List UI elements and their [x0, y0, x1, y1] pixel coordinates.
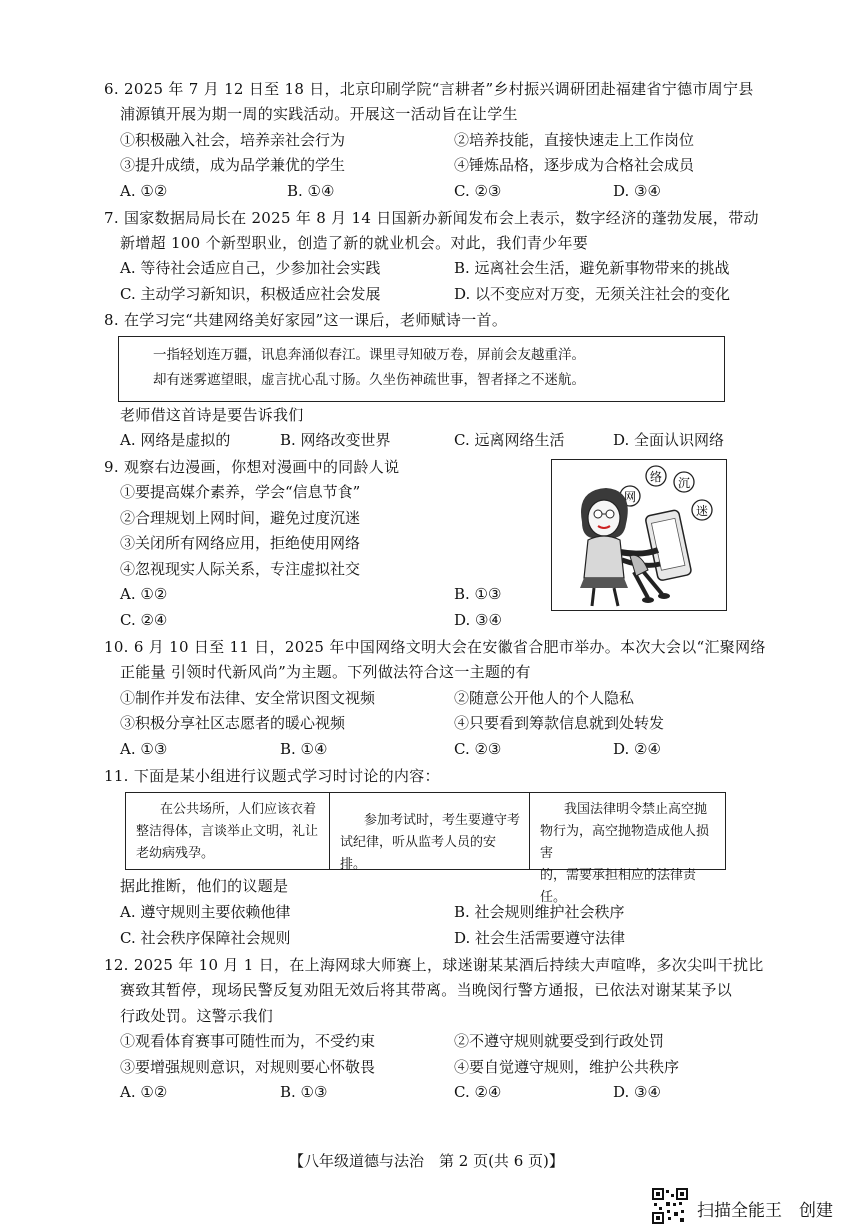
q6-statement-2: ②培养技能，直接快速走上工作岗位 — [454, 131, 695, 149]
q9-option-d: D. ③④ — [454, 611, 502, 629]
q7-stem-line1: 7. 国家数据局局长在 2025 年 8 月 14 日国新办新闻发布会上表示，数字经济的蓬勃发展，带动 — [104, 209, 759, 227]
q12-option-a: A. ①② — [120, 1083, 168, 1101]
q12-option-d: D. ③④ — [613, 1083, 661, 1101]
q10-statement-3: ③积极分享社区志愿者的暖心视频 — [120, 714, 346, 732]
qr-code-icon — [652, 1188, 688, 1224]
q12-stem-line1: 12. 2025 年 10 月 1 日，在上海网球大师赛上，球迷谢某某酒后持续大声喧哗，多次尖叫干扰比 — [104, 956, 764, 974]
cell2-line1: 参加考试时，考生要遵守考 — [364, 813, 521, 828]
q8-option-a: A. 网络是虚拟的 — [120, 431, 231, 449]
bubble-char-1: 络 — [649, 470, 663, 484]
q9-option-a: A. ①② — [120, 585, 168, 603]
q11-option-c: C. 社会秩序保障社会规则 — [120, 929, 291, 947]
q10-option-a: A. ①③ — [120, 740, 168, 758]
q9-option-b: B. ①③ — [454, 585, 502, 603]
q6-stem-line2: 浦源镇开展为期一周的实践活动。开展这一活动旨在让学生 — [120, 105, 518, 123]
q8-option-c: C. 远离网络生活 — [454, 431, 565, 449]
q6-option-a: A. ①② — [120, 182, 168, 200]
q7-option-b: B. 远离社会生活，避免新事物带来的挑战 — [454, 259, 730, 277]
q9-statement-1: ①要提高媒介素养，学会“信息节食” — [120, 483, 361, 501]
q9-statement-2: ②合理规划上网时间，避免过度沉迷 — [120, 509, 361, 527]
q12-statement-3: ③要增强规则意识，对规则要心怀敬畏 — [120, 1058, 376, 1076]
q10-statement-4: ④只要看到筹款信息就到处转发 — [454, 714, 665, 732]
cartoon-internet-addiction — [551, 459, 727, 611]
q10-option-d: D. ②④ — [613, 740, 661, 758]
q8-stem-line2: 老师借这首诗是要告诉我们 — [120, 406, 304, 424]
q10-option-b: B. ①④ — [280, 740, 328, 758]
cell3-line1: 我国法律明令禁止高空抛 — [564, 802, 708, 817]
q11-stem-line2: 据此推断，他们的议题是 — [120, 877, 289, 895]
discussion-cell-3 — [530, 793, 725, 905]
q12-option-b: B. ①③ — [280, 1083, 328, 1101]
poem-line-1: 一指轻划连万疆，讯息奔涌似春江。课里寻知破万卷，屏前会友越重洋。 — [153, 347, 585, 363]
q11-stem-line1: 11. 下面是某小组进行议题式学习时讨论的内容： — [104, 767, 440, 785]
q12-option-c: C. ②④ — [454, 1083, 502, 1101]
q8-option-d: D. 全面认识网络 — [613, 431, 725, 449]
cell3-line3: 的，需要承担相应的法律责任。 — [540, 868, 697, 905]
q11-option-a: A. 遵守规则主要依赖他律 — [120, 903, 291, 921]
scanner-watermark: 扫描全能王 创建 — [697, 1201, 833, 1221]
q6-option-c: C. ②③ — [454, 182, 502, 200]
q9-stem-line1: 9. 观察右边漫画，你想对漫画中的同龄人说 — [104, 458, 400, 476]
bubble-char-0: 网 — [623, 490, 637, 504]
cell2-line2: 试纪律，听从监考人员的安排。 — [340, 835, 497, 872]
q9-statement-3: ③关闭所有网络应用，拒绝使用网络 — [120, 534, 361, 552]
poem-line-2: 却有迷雾遮望眼，虚言扰心乱寸肠。久坐伤神疏世事，智者择之不迷航。 — [153, 372, 585, 388]
q6-option-d: D. ③④ — [613, 182, 661, 200]
q12-stem-line3: 行政处罚。这警示我们 — [120, 1007, 274, 1025]
cell1-line3: 老幼病残孕。 — [136, 846, 215, 861]
q6-stem-line1: 6. 2025 年 7 月 12 日至 18 日，北京印刷学院“言耕者”乡村振兴调研团赴福建省宁德市周宁县 — [104, 80, 754, 98]
discussion-cell-2 — [330, 793, 530, 872]
q7-option-c: C. 主动学习新知识，积极适应社会发展 — [120, 285, 381, 303]
q11-option-d: D. 社会生活需要遵守法律 — [454, 929, 626, 947]
q11-option-b: B. 社会规则维护社会秩序 — [454, 903, 625, 921]
q6-statement-3: ③提升成绩，成为品学兼优的学生 — [120, 156, 346, 174]
phone-icon — [645, 509, 692, 581]
cartoon-drawing — [552, 460, 727, 611]
q6-option-b: B. ①④ — [287, 182, 335, 200]
q12-statement-4: ④要自觉遵守规则，维护公共秩序 — [454, 1058, 680, 1076]
poem-box — [118, 336, 725, 402]
q9-statement-4: ④忽视现实人际关系，专注虚拟社交 — [120, 560, 361, 578]
cell3-line2: 物行为，高空抛物造成他人损害 — [540, 824, 710, 861]
q9-option-c: C. ②④ — [120, 611, 168, 629]
q8-option-b: B. 网络改变世界 — [280, 431, 391, 449]
q10-statement-2: ②随意公开他人的个人隐私 — [454, 689, 635, 707]
q12-stem-line2: 赛致其暂停，现场民警反复劝阻无效后将其带离。当晚闵行警方通报，已依法对谢某某予以 — [120, 981, 733, 999]
cell1-line2: 整洁得体，言谈举止文明，礼让 — [136, 824, 319, 839]
bubble-char-3: 迷 — [695, 504, 709, 518]
q10-statement-1: ①制作并发布法律、安全常识图文视频 — [120, 689, 376, 707]
bubble-char-2: 沉 — [677, 476, 691, 490]
q10-option-c: C. ②③ — [454, 740, 502, 758]
q12-statement-2: ②不遵守规则就要受到行政处罚 — [454, 1032, 665, 1050]
q6-statement-4: ④锤炼品格，逐步成为合格社会成员 — [454, 156, 695, 174]
q12-statement-1: ①观看体育赛事可随性而为，不受约束 — [120, 1032, 376, 1050]
q6-statement-1: ①积极融入社会，培养亲社会行为 — [120, 131, 346, 149]
cell1-line1: 在公共场所，人们应该衣着 — [160, 802, 317, 817]
page-footer: 【八年级道德与法治 第 2 页(共 6 页)】 — [289, 1152, 564, 1170]
q7-option-a: A. 等待社会适应自己，少参加社会实践 — [120, 259, 381, 277]
q10-stem-line2: 正能量 引领时代新风尚”为主题。下列做法符合这一主题的有 — [120, 663, 531, 681]
q8-stem-line1: 8. 在学习完“共建网络美好家园”这一课后，老师赋诗一首。 — [104, 311, 508, 329]
discussion-cell-1 — [126, 793, 330, 869]
q10-stem-line1: 10. 6 月 10 日至 11 日，2025 年中国网络文明大会在安徽省合肥市举办。本次大会以“汇聚网络 — [104, 638, 766, 656]
q7-stem-line2: 新增超 100 个新型职业，创造了新的就业机会。对此，我们青少年要 — [120, 234, 589, 252]
q7-option-d: D. 以不变应对万变，无须关注社会的变化 — [454, 285, 731, 303]
